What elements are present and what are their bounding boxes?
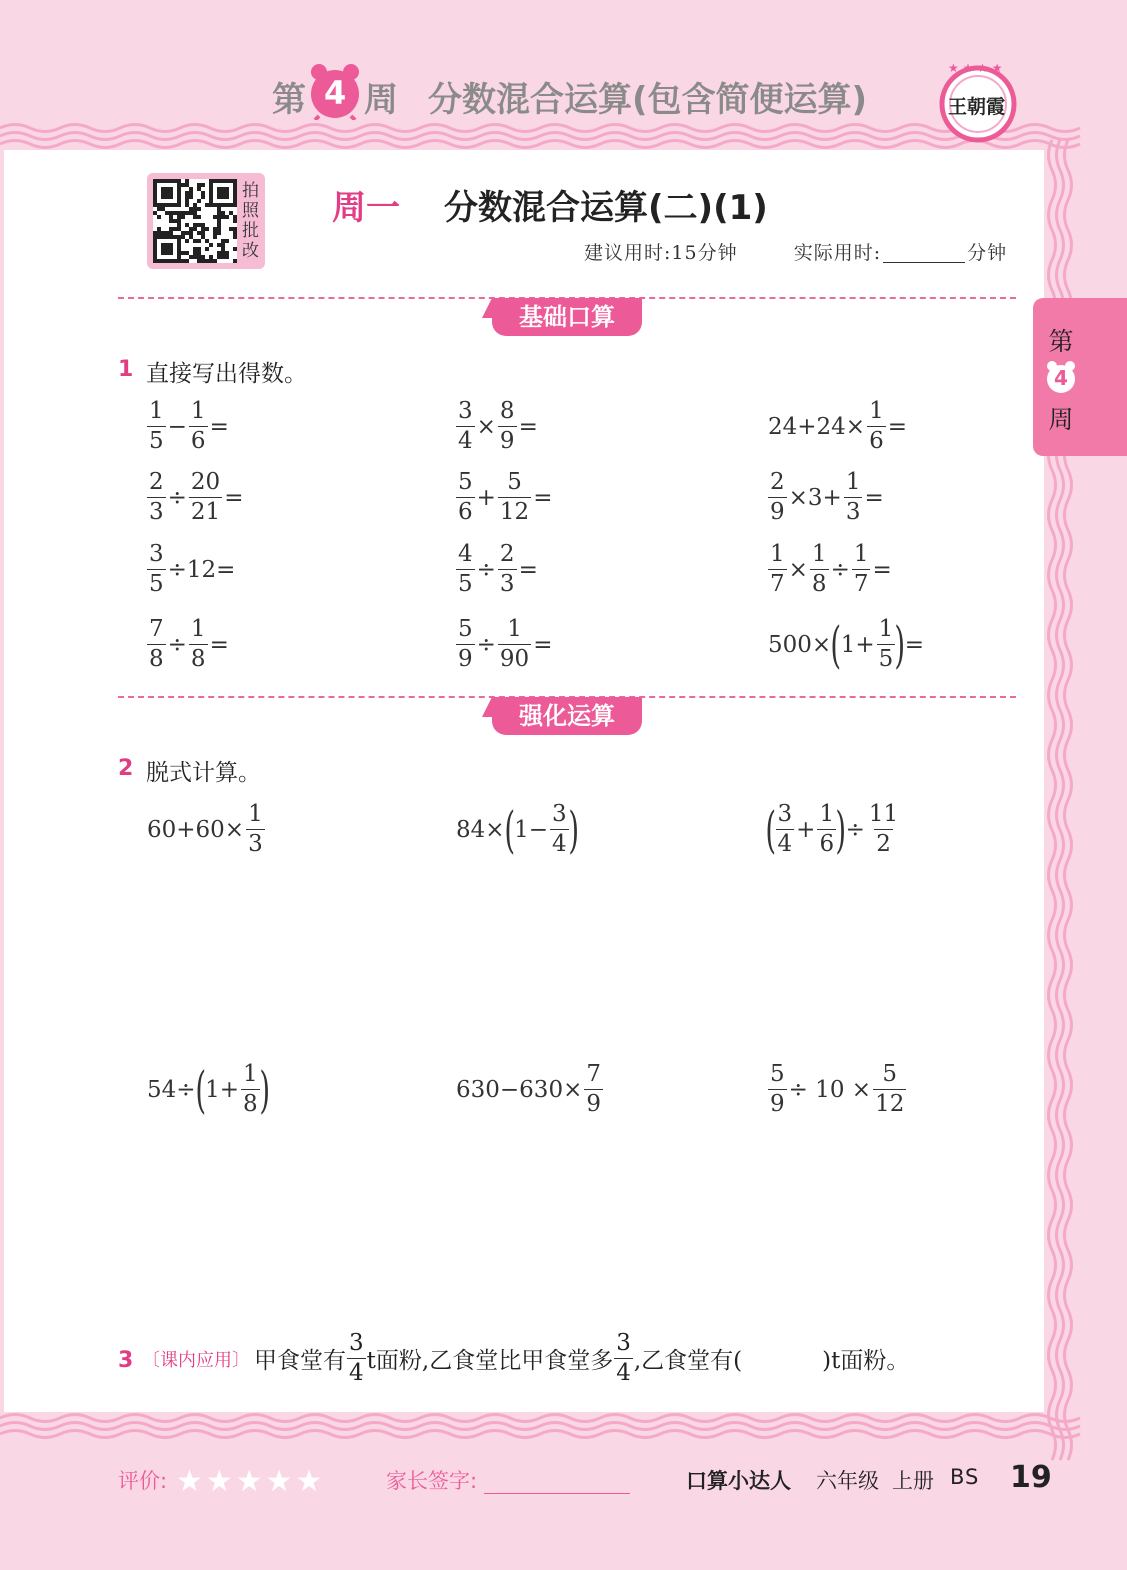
expr-lead: 24+24× [768,413,866,440]
q1-problem [146,618,230,671]
denominator: 3 [499,571,515,597]
numerator: 1 [507,616,522,642]
fraction [456,618,475,671]
question-instruction: 直接写出得数。 [146,361,307,387]
numerator: 5 [770,1061,785,1087]
expr-equals: = [518,413,538,440]
q1-problem [455,471,553,524]
q1-problem [767,543,893,596]
header-week-prefix: 第 [272,80,306,120]
q3-fraction-2: $\frac{3}{4}$ [616,1330,631,1386]
fraction [498,471,531,524]
denominator: 7 [853,571,869,597]
operator: ÷ [167,631,187,658]
numerator: 1 [819,801,835,827]
q3-text-4: )t面粉。 [822,1348,910,1374]
denominator: 9 [586,1091,601,1117]
denominator: 9 [499,428,515,454]
operator: × [476,413,496,440]
fraction [768,543,787,596]
operator: ÷ [476,556,496,583]
section-strengthen-tag: 强化运算 [492,697,642,735]
numerator: 5 [458,616,473,642]
fraction [768,471,787,524]
denominator: 4 [551,831,567,857]
fraction [246,803,265,856]
q3-text-3: ,乙食堂有( [633,1348,743,1374]
numerator: 3 [458,398,473,424]
denominator: 9 [770,1091,785,1117]
question-number: 2 [118,756,134,781]
denominator: 4 [777,831,793,857]
question-number: 1 [118,357,134,382]
numerator: 8 [499,398,515,424]
paren-left: ( [830,615,842,674]
expr-equals: = [518,556,538,583]
svg-text:★ ★ ★ ★: ★ ★ ★ ★ [948,62,1003,75]
fraction [189,618,208,671]
denominator: 8 [811,571,827,597]
fraction [147,618,166,671]
q1-problem [455,400,539,453]
header-week-suffix: 周 [364,80,398,120]
operator: ÷ [167,484,187,511]
day-label: 周一 [332,188,400,228]
expr-lead: 54÷ [147,1076,196,1103]
actual-time-input[interactable] [883,244,965,263]
page-number: 19 [1010,1460,1052,1495]
denominator: 21 [190,499,221,525]
q1-problem [146,543,236,596]
numerator: 2 [149,469,164,495]
expr-inner: 1+ [205,1076,239,1103]
numerator: 3 [777,801,793,827]
page-title: 分数混合运算(二)(1) [444,188,768,228]
side-tab-number: 4 [1054,366,1068,390]
numerator: 1 [190,398,206,424]
paren-right: ) [835,800,847,859]
expr-lead: 84× [456,816,505,843]
numerator: 5 [507,469,522,495]
q3-fraction-1: $\frac{3}{4}$ [349,1330,364,1386]
denominator: 5 [149,571,164,597]
q2-problem [146,1060,270,1119]
expr-equals: = [533,631,553,658]
fraction [877,618,896,671]
operator: × [788,556,808,583]
parent-sign-label: 家长签字: [386,1469,478,1493]
expr-inner: 1+ [840,631,875,658]
suggested-time: 建议用时:15分钟 [584,242,738,264]
q2-problem [455,800,579,859]
numerator: 5 [458,469,473,495]
side-tab-line3: 周 [1048,405,1074,434]
paren-right: ) [259,1060,270,1119]
qr-code-icon[interactable] [153,179,237,263]
fraction [498,543,517,596]
numerator: 2 [499,541,515,567]
fraction [456,400,475,453]
fraction [189,471,222,524]
denominator: 8 [242,1091,258,1117]
numerator: 1 [811,541,827,567]
expr-equals: = [887,413,907,440]
numerator: 4 [458,541,473,567]
q1-problem [455,618,553,671]
q1-problem [146,471,244,524]
denominator: 12 [875,1091,905,1117]
operator: ÷ [830,556,850,583]
brand-logo [938,62,1018,152]
expr-equals: = [872,556,892,583]
denominator: 9 [458,646,473,672]
denominator: 5 [149,428,164,454]
operator: − [167,413,187,440]
fraction [810,543,829,596]
expr-equals: = [864,484,884,511]
expr-lead: 630−630× [456,1076,583,1103]
expr-equals: ÷12= [167,556,236,583]
fraction [776,803,795,856]
denominator: 6 [819,831,835,857]
numerator: 11 [868,801,899,827]
fraction [456,471,475,524]
fraction [189,400,208,453]
alarm-clock-icon [307,62,363,120]
numerator: 1 [242,1061,258,1087]
denominator: 5 [458,571,473,597]
numerator: 7 [586,1061,601,1087]
denominator: 7 [770,571,785,597]
fraction [147,471,166,524]
expr-equals: = [209,413,229,440]
side-week-tab [1033,298,1127,456]
q2-problem [455,1063,604,1116]
operator: + [796,816,816,843]
expr-equals: = [209,631,229,658]
numerator: 1 [845,469,861,495]
operator: ÷ [476,631,496,658]
denominator: 6 [869,428,884,454]
fraction [867,400,886,453]
q2-problem [767,1063,907,1116]
fraction [498,618,531,671]
expr-equals: = [533,484,553,511]
actual-time-unit: 分钟 [967,242,1008,264]
numerator: 1 [149,398,164,424]
side-tab-line1: 第 [1048,327,1074,356]
expr-inner: 1− [514,816,548,843]
fraction [817,803,836,856]
question-number: 3 [118,1348,134,1373]
operator: + [476,484,496,511]
book-title: 口算小达人 [686,1469,791,1493]
denominator: 90 [499,646,530,672]
numerator: 1 [190,616,206,642]
qr-caption: 拍 照 批 改 [242,181,259,261]
denominator: 6 [190,428,206,454]
fraction [147,400,166,453]
q3-text-1: 甲食堂有 [254,1348,346,1374]
numerator: 20 [190,469,221,495]
paren-left: ( [765,800,777,859]
q1-problem [767,471,885,524]
operator: ×3+ [788,484,842,511]
fraction [873,1063,906,1116]
fraction [852,543,871,596]
fraction [584,1063,603,1116]
header-topic: 分数混合运算(包含简便运算) [428,80,868,120]
denominator: 3 [149,499,164,525]
expr-equals: = [224,484,244,511]
numerator: 1 [853,541,869,567]
expr-lead: 500× [768,631,832,658]
operator: ÷ [845,816,865,843]
actual-time-label: 实际用时: [793,242,882,264]
denominator: 8 [149,646,164,672]
book-edition: BS [950,1465,980,1489]
numerator: 1 [869,398,884,424]
question-instruction: 脱式计算。 [146,760,261,786]
time-row [584,238,1007,265]
rating-stars[interactable]: ★★★★★ [176,1464,326,1499]
section-basic-tag: 基础口算 [492,298,642,336]
denominator: 5 [878,646,894,672]
paren-left: ( [194,1060,206,1119]
q2-problem [146,803,266,856]
fraction [241,1063,260,1116]
book-grade: 六年级 [816,1469,879,1493]
denominator: 9 [770,499,785,525]
denominator: 3 [248,831,263,857]
expr-equals: = [904,631,925,658]
side-clock-icon [1045,360,1077,394]
numerator: 2 [770,469,785,495]
rating-label: 评价: [118,1469,168,1493]
q1-problem [455,543,539,596]
q1-problem [767,615,925,674]
denominator: 8 [190,646,206,672]
fraction [768,1063,787,1116]
header-week-number: 4 [324,74,347,112]
q1-problem [146,400,230,453]
numerator: 1 [248,801,263,827]
fraction [844,471,863,524]
denominator: 6 [458,499,473,525]
q2-problem [765,800,901,859]
fraction [867,803,900,856]
logo-text: 王朝霞 [948,96,1006,118]
paren-left: ( [503,800,515,859]
q3-application [134,1332,909,1385]
numerator: 7 [149,616,164,642]
book-volume: 上册 [892,1469,934,1493]
paren-right: ) [894,615,906,674]
denominator: 12 [499,499,530,525]
fraction [550,803,569,856]
numerator: 3 [149,541,164,567]
q3-tag: 〔课内应用〕 [142,1349,250,1371]
denominator: 3 [845,499,861,525]
denominator: 2 [876,831,891,857]
q1-problem [767,400,908,453]
numerator: 3 [551,801,567,827]
numerator: 5 [882,1061,898,1087]
expr-lead: 60+60× [147,816,245,843]
numerator: 1 [770,541,785,567]
paren-right: ) [568,800,579,859]
q3-text-2: t面粉,乙食堂比甲食堂多 [366,1348,614,1374]
qr-code-block[interactable] [147,173,265,269]
fraction [147,543,166,596]
operator: ÷ 10 × [788,1076,872,1103]
fraction [456,543,475,596]
numerator: 1 [878,616,894,642]
fraction [498,400,517,453]
denominator: 4 [458,428,473,454]
parent-sign-field[interactable] [484,1493,630,1494]
